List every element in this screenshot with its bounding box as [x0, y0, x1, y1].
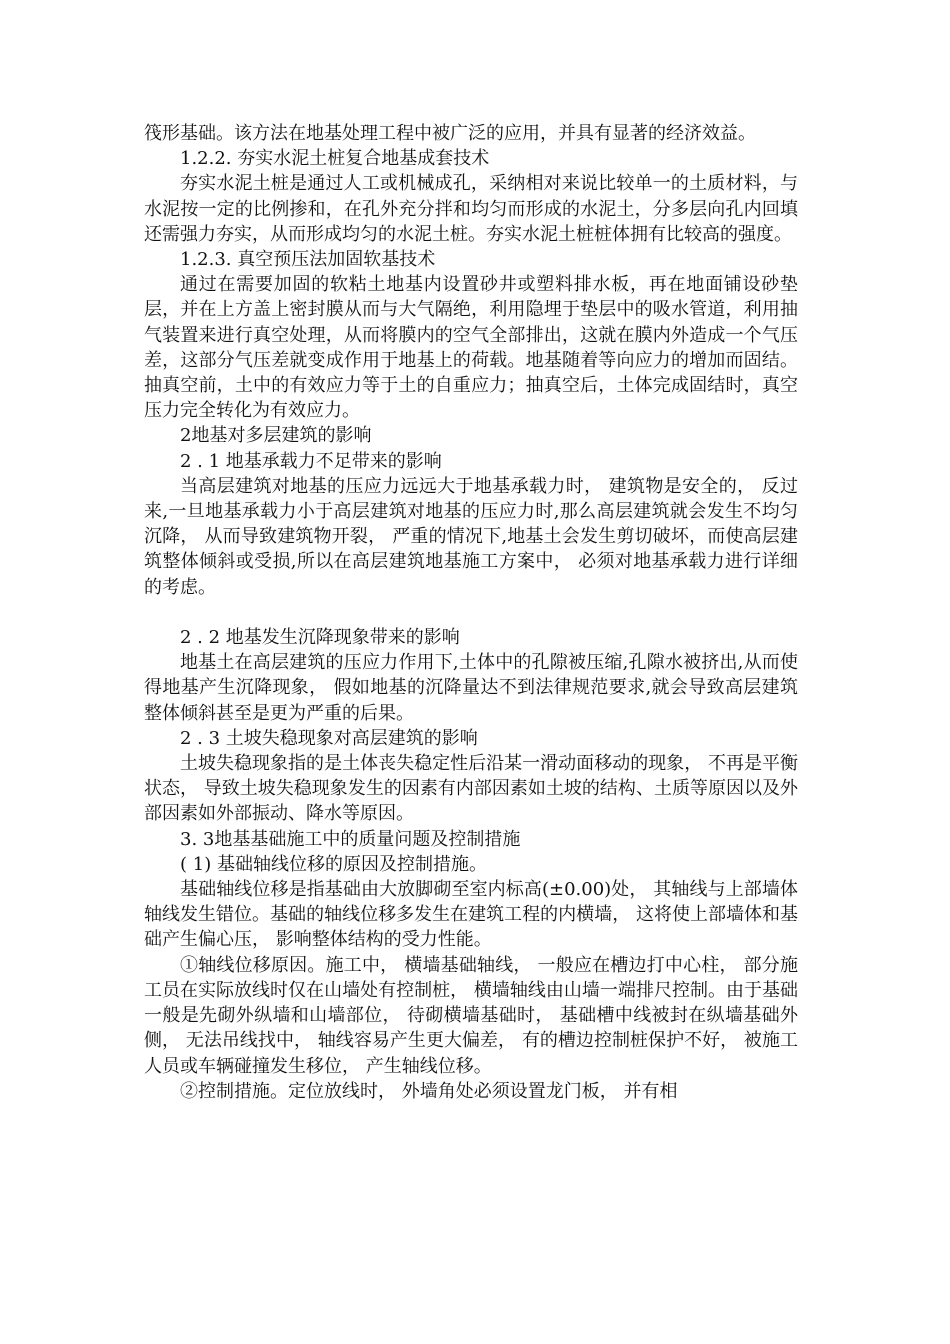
blank-line — [144, 600, 798, 625]
paragraph: 夯实水泥土桩是通过人工或机械成孔，采纳相对来说比较单一的土质材料，与水泥按一定的比例掺和，在孔外充分拌和均匀而形成的水泥土，分多层向孔内回填还需强力夯实，从而形成均匀的水泥土桩。夯实水泥土桩桩体拥有比较高的强度。 — [144, 173, 798, 245]
section-heading: 2 . 3 土坡失稳现象对高层建筑的影响 — [180, 727, 478, 749]
section-heading: 1.2.3. 真空预压法加固软基技术 — [180, 249, 436, 271]
section-heading: 2地基对多层建筑的影响 — [180, 425, 372, 447]
section-heading: 2 . 2 地基发生沉降现象带来的影响 — [180, 627, 460, 649]
subsection-heading: ( 1) 基础轴线位移的原因及控制措施。 — [180, 853, 487, 875]
document-body — [144, 121, 798, 1104]
section-heading: 3. 3地基基础施工中的质量问题及控制措施 — [180, 828, 521, 850]
paragraph: 土坡失稳现象指的是土体丧失稳定性后沿某一滑动面移动的现象， 不再是平衡状态， 导致土坡失稳现象发生的因素有内部因素如土坡的结构、土质等原因以及外部因素如外部振动、降水等原因。 — [144, 753, 798, 825]
paragraph: ②控制措施。定位放线时， 外墙角处必须设置龙门板， 并有相 — [180, 1080, 678, 1102]
paragraph: 地基土在高层建筑的压应力作用下,土体中的孔隙被压缩,孔隙水被挤出,从而使得地基产生沉降现象， 假如地基的沉降量达不到法律规范要求,就会导致高层建筑整体倾斜甚至是更为严重的后果。 — [144, 652, 798, 724]
paragraph: 当高层建筑对地基的压应力远远大于地基承载力时， 建筑物是安全的， 反过来,一旦地基承载力小于高层建筑对地基的压应力时,那么高层建筑就会发生不均匀沉降， 从而导致建筑物开裂， 严重的情况下,地基土会发生剪切破坏，而使高层建筑整体倾斜或受损,所以在高层建筑地基施工方案中， 必须对地基承载力进行详细的考虑。 — [144, 475, 798, 598]
paragraph: ①轴线位移原因。施工中， 横墙基础轴线， 一般应在槽边打中心柱， 部分施工员在实际放线时仅在山墙处有控制桩， 横墙轴线由山墙一端排尺控制。由于基础一般是先砌外纵墙和山墙部位， 待砌横墙基础时， 基础槽中线被封在纵墙基础外侧， 无法吊线找中， 轴线容易产生更大偏差， 有的槽边控制桩保护不好， 被施工人员或车辆碰撞发生移位， 产生轴线位移。 — [144, 954, 798, 1077]
paragraph: 通过在需要加固的软粘土地基内设置砂井或塑料排水板，再在地面铺设砂垫层，并在上方盖上密封膜从而与大气隔绝，利用隐埋于垫层中的吸水管道，利用抽气装置来进行真空处理，从而将膜内的空气全部排出，这就在膜内外造成一个气压差，这部分气压差就变成作用于地基上的荷载。地基随着等向应力的增加而固结。抽真空前，土中的有效应力等于土的自重应力；抽真空后，土体完成固结时，真空压力完全转化为有效应力。 — [144, 274, 798, 422]
paragraph: 筏形基础。该方法在地基处理工程中被广泛的应用，并具有显著的经济效益。 — [144, 123, 756, 144]
section-heading: 1.2.2. 夯实水泥土桩复合地基成套技术 — [180, 148, 490, 170]
section-heading: 2 . 1 地基承载力不足带来的影响 — [180, 450, 442, 472]
paragraph: 基础轴线位移是指基础由大放脚砌至室内标高(±0.00)处， 其轴线与上部墙体轴线发生错位。基础的轴线位移多发生在建筑工程的内横墙， 这将使上部墙体和基础产生偏心压， 影响整体结构的受力性能。 — [144, 879, 798, 951]
